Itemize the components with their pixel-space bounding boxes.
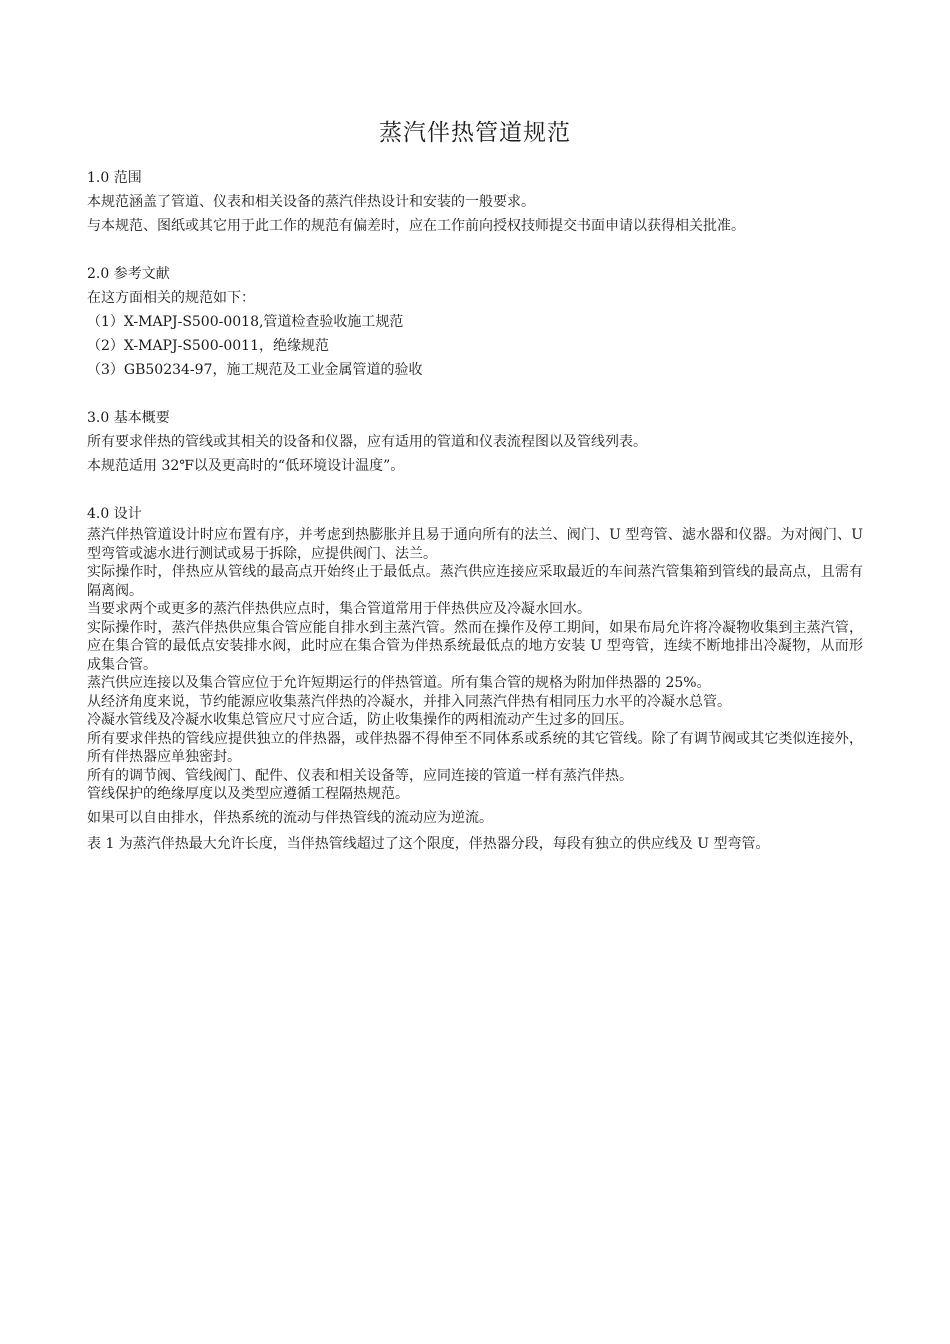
reference-item: （1）X-MAPJ-S500-0018,管道检查验收施工规范 <box>87 314 404 330</box>
paragraph: 本规范涵盖了管道、仪表和相关设备的蒸汽伴热设计和安装的一般要求。 <box>87 194 535 210</box>
paragraph: 本规范适用 32℉以及更高时的“低环境设计温度”。 <box>87 458 405 474</box>
section-heading-overview: 3.0 基本概要 <box>87 410 170 426</box>
paragraph: 当要求两个或更多的蒸汽伴热供应点时，集合管道常用于伴热供应及冷凝水回水。 <box>87 601 591 617</box>
paragraph: 冷凝水管线及冷凝水收集总管应尺寸应合适，防止收集操作的两相流动产生过多的回压。 <box>87 712 633 728</box>
paragraph: 在这方面相关的规范如下： <box>87 290 255 306</box>
paragraph: 如果可以自由排水，伴热系统的流动与伴热管线的流动应为逆流。 <box>87 809 493 826</box>
paragraph: 管线保护的绝缘厚度以及类型应遵循工程隔热规范。 <box>87 786 409 802</box>
paragraph: 表 1 为蒸汽伴热最大允许长度，当伴热管线超过了这个限度，伴热器分段，每段有独立的供应线及 U 型弯管。 <box>87 835 770 852</box>
paragraph: 实际操作时，伴热应从管线的最高点开始终止于最低点。蒸汽供应连接应采取最近的车间蒸汽管集箱到管线的最高点，且需有隔离阀。 <box>87 564 863 599</box>
section-heading-design: 4.0 设计 <box>87 506 142 522</box>
paragraph: 实际操作时，蒸汽伴热供应集合管应能自排水到主蒸汽管。然而在操作及停工期间，如果布局允许将冷凝物收集到主蒸汽管，应在集合管的最低点安装排水阀，此时应在集合管为伴热系统最低点的地方安装 U 型弯管，连续不断地排出冷凝物，从而形成集合管。 <box>87 619 863 673</box>
paragraph: 所有的调节阀、管线阀门、配件、仪表和相关设备等，应同连接的管道一样有蒸汽伴热。 <box>87 767 633 784</box>
paragraph: 与本规范、图纸或其它用于此工作的规范有偏差时，应在工作前向授权技师提交书面申请以获得相关批准。 <box>87 218 745 234</box>
paragraph: 蒸汽伴热管道设计时应布置有序，并考虑到热膨胀并且易于通向所有的法兰、阀门、U 型弯管、滤水器和仪器。为对阀门、U 型弯管或滤水进行测试或易于拆除，应提供阀门、法兰。 <box>87 527 863 562</box>
paragraph: 蒸汽供应连接以及集合管应位于允许短期运行的伴热管道。所有集合管的规格为附加伴热器的 25%。 <box>87 675 711 691</box>
document-page <box>87 116 863 880</box>
reference-item: （3）GB50234-97，施工规范及工业金属管道的验收 <box>87 362 423 378</box>
paragraph: 所有要求伴热的管线应提供独立的伴热器，或伴热器不得伸至不同体系或系统的其它管线。除了有调节阀或其它类似连接外，所有伴热器应单独密封。 <box>87 730 863 765</box>
section-design <box>87 502 863 856</box>
paragraph: 所有要求伴热的管线或其相关的设备和仪器，应有适用的管道和仪表流程图以及管线列表。 <box>87 434 647 450</box>
section-references <box>87 262 863 382</box>
section-scope <box>87 166 863 238</box>
section-heading-scope: 1.0 范围 <box>87 170 142 186</box>
document-title: 蒸汽伴热管道规范 <box>379 120 571 146</box>
section-heading-references: 2.0 参考文献 <box>87 266 170 282</box>
paragraph: 从经济角度来说，节约能源应收集蒸汽伴热的冷凝水，并排入同蒸汽伴热有相同压力水平的冷凝水总管。 <box>87 693 731 710</box>
section-overview <box>87 406 863 478</box>
reference-item: （2）X-MAPJ-S500-0011，绝缘规范 <box>87 338 329 354</box>
